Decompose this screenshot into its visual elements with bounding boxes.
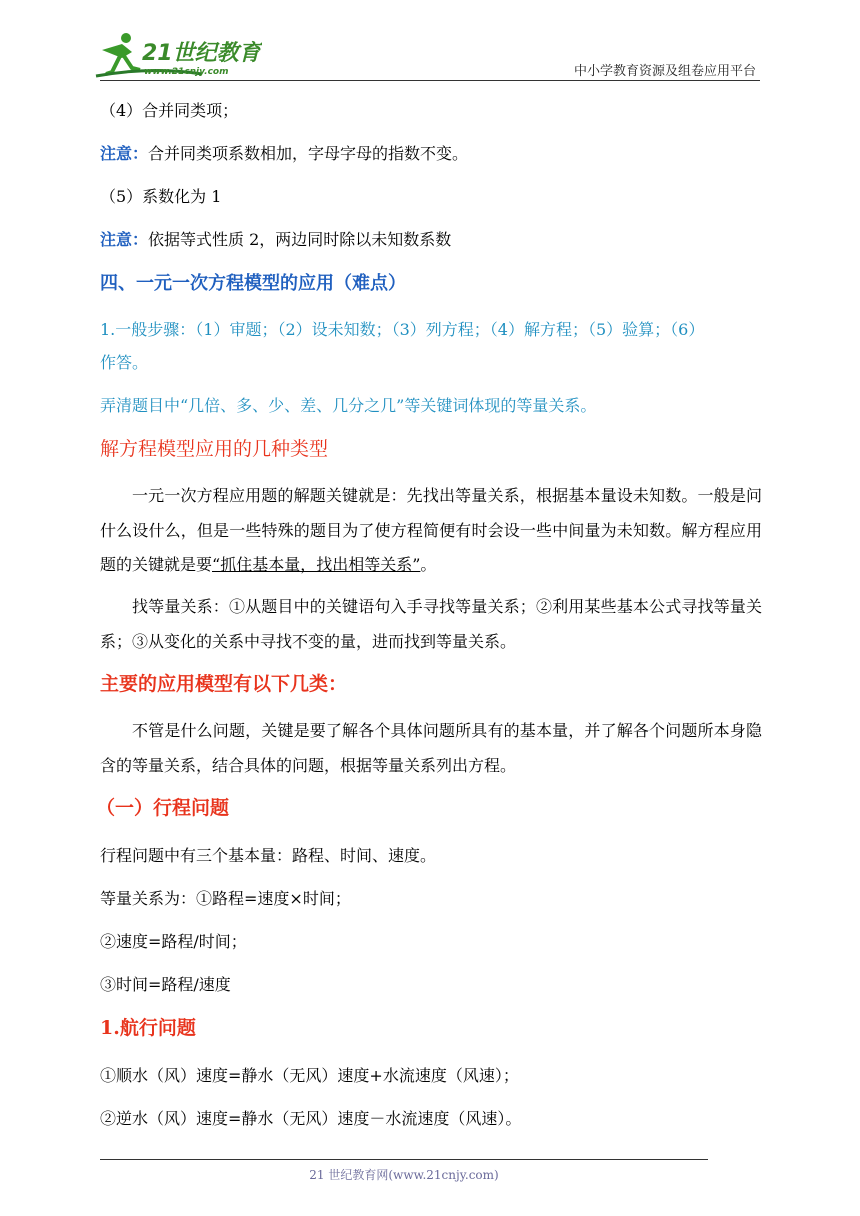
paragraph-3: 不管是什么问题，关键是要了解各个具体问题所具有的基本量，并了解各个问题所本身隐含的等量关系，结合具体的问题，根据等量关系列出方程。 xyxy=(100,721,762,775)
sailing-line-2: ②逆水（风）速度=静水（无风）速度－水流速度（风速）。 xyxy=(100,1109,522,1128)
note-label: 注意： xyxy=(100,230,149,249)
clarify-note: 弄清题目中“几倍、多、少、差、几分之几”等关键词体现的等量关系。 xyxy=(100,396,597,415)
section-heading: 四、一元一次方程模型的应用（难点） xyxy=(100,273,406,294)
note-1 xyxy=(100,144,468,164)
note-1-text: 合并同类项系数相加，字母字母的指数不变。 xyxy=(148,144,469,163)
footer-divider xyxy=(100,1159,708,1160)
step-4: （4）合并同类项； xyxy=(100,101,239,120)
travel-line-4: ③时间=路程/速度 xyxy=(100,975,231,994)
note-label: 注意： xyxy=(100,144,149,163)
types-heading: 解方程模型应用的几种类型 xyxy=(100,438,329,460)
travel-line-1: 行程问题中有三个基本量：路程、时间、速度。 xyxy=(100,846,437,865)
paragraph-1 xyxy=(100,479,762,583)
site-logo xyxy=(92,30,262,82)
key-phrase: “抓住基本量，找出相等关系” xyxy=(212,555,421,574)
footer-text: 21 世纪教育网(www.21cnjy.com) xyxy=(309,1168,499,1182)
paragraph-1-text: 一元一次方程应用题的解题关键就是：先找出等量关系，根据基本量设未知数。一般是问什么设什么，但是一些特殊的题目为了使方程简便有时会设一些中间量为未知数。解方程应用题的关键就是要 xyxy=(100,486,762,574)
travel-heading: （一）行程问题 xyxy=(96,797,230,819)
travel-line-2: 等量关系为：①路程=速度×时间； xyxy=(100,889,351,908)
general-steps-line-2: 作答。 xyxy=(100,353,149,372)
general-steps-line-1: 1.一般步骤：（1）审题；（2）设未知数；（3）列方程；（4）解方程；（5）验算；（6） xyxy=(100,320,705,339)
paragraph-2: 找等量关系：①从题目中的关键语句入手寻找等量关系；②利用某些基本公式寻找等量关系；③从变化的关系中寻找不变的量，进而找到等量关系。 xyxy=(100,597,762,651)
note-2-text: 依据等式性质 2，两边同时除以未知数系数 xyxy=(148,230,452,249)
sailing-heading: 1.航行问题 xyxy=(100,1017,196,1039)
paragraph-1-end: 。 xyxy=(420,555,437,574)
travel-line-3: ②速度=路程/时间； xyxy=(100,932,247,951)
note-2 xyxy=(100,230,451,250)
sailing-line-1: ①顺水（风）速度=静水（无风）速度+水流速度（风速）； xyxy=(100,1066,519,1085)
header-divider xyxy=(100,80,760,81)
main-models-heading: 主要的应用模型有以下几类： xyxy=(100,673,348,695)
logo-main-text: 21世纪教育 xyxy=(142,41,261,66)
step-5: （5）系数化为 1 xyxy=(100,187,222,206)
platform-name: 中小学教育资源及组卷应用平台 xyxy=(573,64,756,79)
logo-sub-text: www.21cnjy.com xyxy=(144,67,229,77)
